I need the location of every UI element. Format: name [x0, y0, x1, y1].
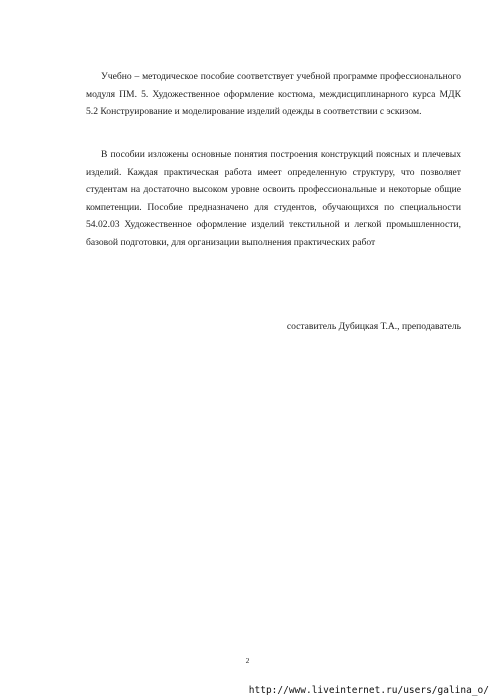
page-number: 2 — [245, 656, 250, 665]
paragraph-intro: Учебно – методическое пособие соответствует учебной программе профессионального модуля ПМ. 5. Художественное оформление костюма, междисциплинарного курса МДК 5.2 Конструирование и моделирование изделий одежды в соответствии с эскизом. — [86, 71, 461, 118]
paragraph-description: В пособии изложены основные понятия построения конструкций поясных и плечевых изделий. Каждая практическая работа имеет определенную структуру, что позволяет студентам на достаточно высоком уровне освоить профессиональные и некоторые общие компетенции. Пособие предназначено для студентов, обучающихся по специальности 54.02.03 Художественное оформление изделий текстильной и легкой промышленности, базовой подготовки, для организации выполнения практических работ — [86, 149, 461, 248]
author-signature-line: составитель Дубицкая Т.А., преподаватель — [286, 321, 461, 332]
source-url-watermark[interactable]: http://www.liveinternet.ru/users/galina_o/ — [248, 685, 489, 696]
